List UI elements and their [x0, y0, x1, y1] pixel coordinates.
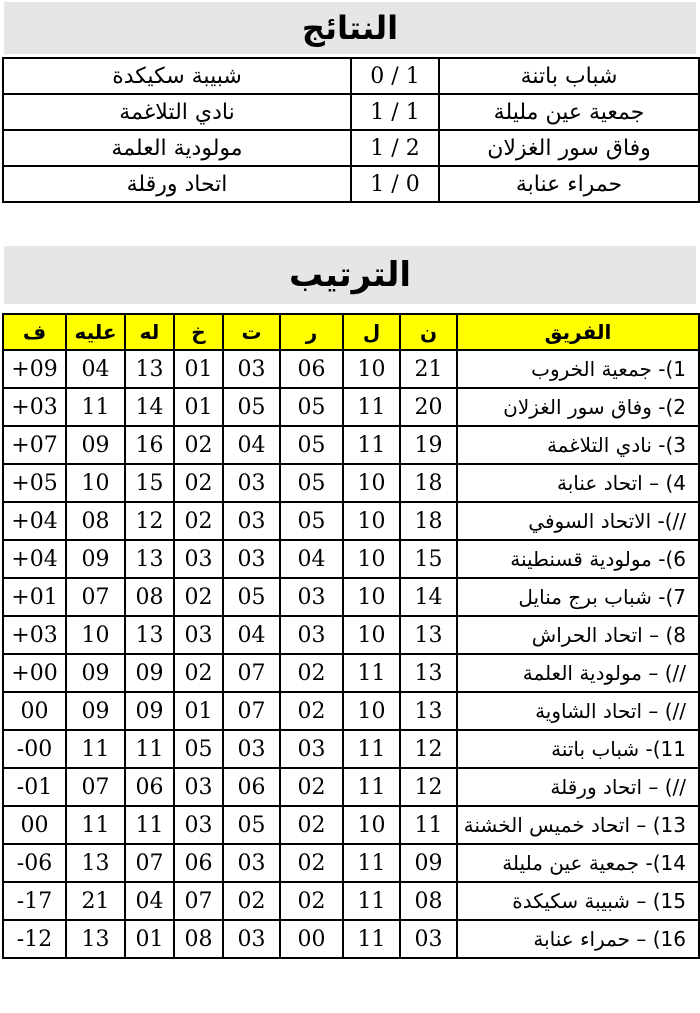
- played: 11: [343, 882, 400, 920]
- match-score: 1 / 2: [351, 130, 439, 166]
- lost: 07: [174, 882, 223, 920]
- result-row: [3, 166, 699, 202]
- goal-difference: +00: [3, 654, 66, 692]
- lost: 03: [174, 540, 223, 578]
- points: 12: [400, 768, 457, 806]
- goals-against: 07: [66, 578, 125, 616]
- goals-for: 09: [125, 692, 174, 730]
- match-score: 1 / 1: [351, 94, 439, 130]
- goals-for: 13: [125, 540, 174, 578]
- won: 02: [280, 654, 343, 692]
- played: 11: [343, 768, 400, 806]
- won: 00: [280, 920, 343, 958]
- played: 10: [343, 806, 400, 844]
- team-name: 1)- جمعية الخروب: [457, 350, 699, 388]
- header-team: الفريق: [457, 314, 699, 350]
- away-team: شبيبة سكيكدة: [3, 58, 351, 94]
- header-drawn: ت: [223, 314, 280, 350]
- lost: 08: [174, 920, 223, 958]
- won: 05: [280, 426, 343, 464]
- team-name: 14)- جمعية عين مليلة: [457, 844, 699, 882]
- points: 13: [400, 692, 457, 730]
- standings-row: [3, 540, 699, 578]
- header-diff: ف: [3, 314, 66, 350]
- goals-against: 09: [66, 426, 125, 464]
- standings-row: [3, 768, 699, 806]
- goals-for: 15: [125, 464, 174, 502]
- points: 12: [400, 730, 457, 768]
- goal-difference: 00: [3, 692, 66, 730]
- goals-against: 21: [66, 882, 125, 920]
- lost: 01: [174, 350, 223, 388]
- goal-difference: -12: [3, 920, 66, 958]
- header-goals-for: له: [125, 314, 174, 350]
- goals-for: 12: [125, 502, 174, 540]
- home-team: حمراء عنابة: [439, 166, 699, 202]
- header-won: ر: [280, 314, 343, 350]
- won: 02: [280, 806, 343, 844]
- lost: 06: [174, 844, 223, 882]
- standings-header-row: [3, 314, 699, 350]
- standings-row: [3, 464, 699, 502]
- team-name: 11)- شباب باتنة: [457, 730, 699, 768]
- won: 05: [280, 502, 343, 540]
- standings-row: [3, 350, 699, 388]
- goals-for: 09: [125, 654, 174, 692]
- lost: 01: [174, 692, 223, 730]
- won: 05: [280, 388, 343, 426]
- drawn: 07: [223, 692, 280, 730]
- won: 03: [280, 730, 343, 768]
- goals-against: 13: [66, 920, 125, 958]
- points: 19: [400, 426, 457, 464]
- team-name: //)- الاتحاد السوفي: [457, 502, 699, 540]
- goals-against: 11: [66, 388, 125, 426]
- lost: 03: [174, 768, 223, 806]
- standings-row: [3, 388, 699, 426]
- played: 10: [343, 692, 400, 730]
- goals-against: 04: [66, 350, 125, 388]
- home-team: شباب باتنة: [439, 58, 699, 94]
- won: 03: [280, 578, 343, 616]
- goals-for: 11: [125, 730, 174, 768]
- goals-against: 10: [66, 616, 125, 654]
- drawn: 03: [223, 540, 280, 578]
- results-title: النتائج: [4, 2, 696, 54]
- drawn: 06: [223, 768, 280, 806]
- played: 10: [343, 350, 400, 388]
- result-row: [3, 94, 699, 130]
- team-name: //) – اتحاد ورقلة: [457, 768, 699, 806]
- drawn: 03: [223, 350, 280, 388]
- played: 11: [343, 844, 400, 882]
- goal-difference: +03: [3, 616, 66, 654]
- standings-table: [2, 313, 700, 959]
- standings-row: [3, 654, 699, 692]
- won: 05: [280, 464, 343, 502]
- goal-difference: -00: [3, 730, 66, 768]
- results-table: [2, 57, 700, 203]
- won: 02: [280, 768, 343, 806]
- goal-difference: +09: [3, 350, 66, 388]
- played: 10: [343, 464, 400, 502]
- standings-row: [3, 844, 699, 882]
- goals-for: 14: [125, 388, 174, 426]
- lost: 02: [174, 654, 223, 692]
- drawn: 03: [223, 464, 280, 502]
- won: 02: [280, 692, 343, 730]
- played: 10: [343, 616, 400, 654]
- standings-row: [3, 882, 699, 920]
- won: 02: [280, 844, 343, 882]
- points: 09: [400, 844, 457, 882]
- home-team: وفاق سور الغزلان: [439, 130, 699, 166]
- drawn: 02: [223, 882, 280, 920]
- away-team: اتحاد ورقلة: [3, 166, 351, 202]
- goal-difference: +04: [3, 502, 66, 540]
- standings-body: [3, 350, 699, 958]
- points: 14: [400, 578, 457, 616]
- team-name: 16) – حمراء عنابة: [457, 920, 699, 958]
- played: 10: [343, 578, 400, 616]
- match-score: 0 / 1: [351, 58, 439, 94]
- standings-row: [3, 920, 699, 958]
- drawn: 07: [223, 654, 280, 692]
- standings-row: [3, 730, 699, 768]
- points: 20: [400, 388, 457, 426]
- standings-title: الترتيب: [4, 246, 696, 304]
- points: 15: [400, 540, 457, 578]
- result-row: [3, 58, 699, 94]
- goals-for: 06: [125, 768, 174, 806]
- points: 11: [400, 806, 457, 844]
- goal-difference: +05: [3, 464, 66, 502]
- drawn: 03: [223, 920, 280, 958]
- drawn: 03: [223, 844, 280, 882]
- lost: 02: [174, 502, 223, 540]
- won: 02: [280, 882, 343, 920]
- won: 03: [280, 616, 343, 654]
- goals-for: 13: [125, 616, 174, 654]
- drawn: 05: [223, 578, 280, 616]
- points: 03: [400, 920, 457, 958]
- goal-difference: -17: [3, 882, 66, 920]
- points: 21: [400, 350, 457, 388]
- team-name: 4) – اتحاد عنابة: [457, 464, 699, 502]
- goal-difference: +01: [3, 578, 66, 616]
- lost: 03: [174, 616, 223, 654]
- goal-difference: +03: [3, 388, 66, 426]
- lost: 03: [174, 806, 223, 844]
- away-team: نادي التلاغمة: [3, 94, 351, 130]
- goal-difference: +07: [3, 426, 66, 464]
- goals-for: 08: [125, 578, 174, 616]
- lost: 02: [174, 426, 223, 464]
- drawn: 03: [223, 502, 280, 540]
- goal-difference: -06: [3, 844, 66, 882]
- team-name: 6)- مولودية قسنطينة: [457, 540, 699, 578]
- lost: 02: [174, 578, 223, 616]
- lost: 05: [174, 730, 223, 768]
- goals-against: 11: [66, 730, 125, 768]
- points: 18: [400, 464, 457, 502]
- standings-row: [3, 578, 699, 616]
- team-name: 13) – اتحاد خميس الخشنة: [457, 806, 699, 844]
- team-name: 2)- وفاق سور الغزلان: [457, 388, 699, 426]
- header-played: ل: [343, 314, 400, 350]
- header-lost: خ: [174, 314, 223, 350]
- goals-against: 07: [66, 768, 125, 806]
- results-body: [3, 58, 699, 202]
- header-goals-against: عليه: [66, 314, 125, 350]
- goal-difference: +04: [3, 540, 66, 578]
- goals-for: 16: [125, 426, 174, 464]
- drawn: 04: [223, 616, 280, 654]
- standings-row: [3, 806, 699, 844]
- standings-row: [3, 502, 699, 540]
- goals-against: 09: [66, 692, 125, 730]
- header-points: ن: [400, 314, 457, 350]
- goal-difference: -01: [3, 768, 66, 806]
- lost: 02: [174, 464, 223, 502]
- drawn: 03: [223, 730, 280, 768]
- goals-for: 13: [125, 350, 174, 388]
- goals-against: 11: [66, 806, 125, 844]
- played: 11: [343, 654, 400, 692]
- goals-against: 08: [66, 502, 125, 540]
- points: 13: [400, 616, 457, 654]
- away-team: مولودية العلمة: [3, 130, 351, 166]
- won: 06: [280, 350, 343, 388]
- goals-against: 10: [66, 464, 125, 502]
- team-name: 8) – اتحاد الحراش: [457, 616, 699, 654]
- goals-for: 04: [125, 882, 174, 920]
- standings-row: [3, 426, 699, 464]
- points: 08: [400, 882, 457, 920]
- played: 11: [343, 426, 400, 464]
- team-name: //) – اتحاد الشاوية: [457, 692, 699, 730]
- goals-against: 13: [66, 844, 125, 882]
- result-row: [3, 130, 699, 166]
- standings-row: [3, 616, 699, 654]
- played: 11: [343, 730, 400, 768]
- drawn: 05: [223, 388, 280, 426]
- played: 10: [343, 502, 400, 540]
- played: 11: [343, 920, 400, 958]
- goals-for: 11: [125, 806, 174, 844]
- goals-for: 07: [125, 844, 174, 882]
- home-team: جمعية عين مليلة: [439, 94, 699, 130]
- goals-against: 09: [66, 654, 125, 692]
- goal-difference: 00: [3, 806, 66, 844]
- lost: 01: [174, 388, 223, 426]
- played: 11: [343, 388, 400, 426]
- points: 13: [400, 654, 457, 692]
- goals-for: 01: [125, 920, 174, 958]
- standings-row: [3, 692, 699, 730]
- goals-against: 09: [66, 540, 125, 578]
- team-name: 7)- شباب برج منايل: [457, 578, 699, 616]
- points: 18: [400, 502, 457, 540]
- team-name: 15) – شبيبة سكيكدة: [457, 882, 699, 920]
- played: 10: [343, 540, 400, 578]
- drawn: 05: [223, 806, 280, 844]
- won: 04: [280, 540, 343, 578]
- match-score: 1 / 0: [351, 166, 439, 202]
- team-name: //) – مولودية العلمة: [457, 654, 699, 692]
- team-name: 3)- نادي التلاغمة: [457, 426, 699, 464]
- drawn: 04: [223, 426, 280, 464]
